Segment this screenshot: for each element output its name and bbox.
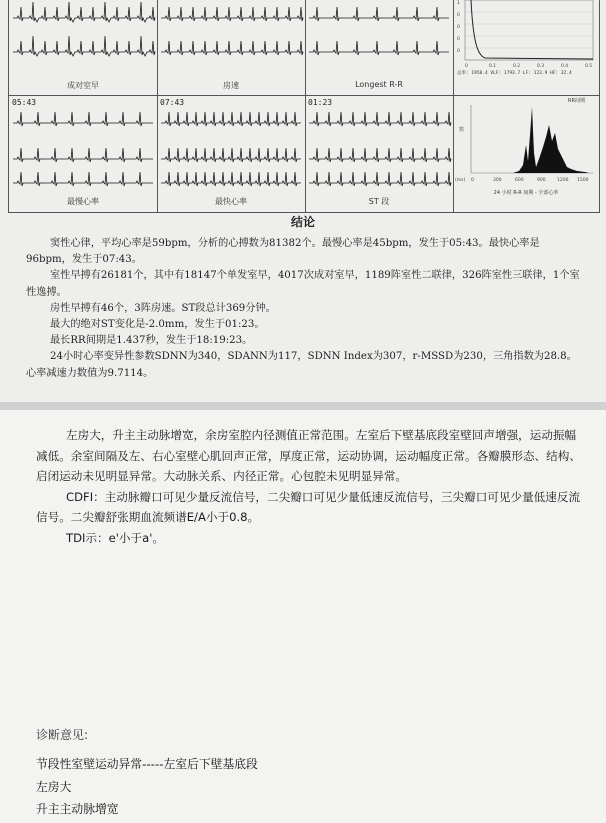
conclusion-line: 房性早搏有46个，3阵房速。ST段总计369分钟。 <box>50 302 276 314</box>
histogram-footer: 24 小时 R-R 间期 - 全部心率 <box>493 190 559 196</box>
ecg-trace <box>309 148 451 162</box>
conclusion-line: 最大的绝对ST变化是-2.0mm，发生于01:23。 <box>50 319 265 331</box>
hrv-axis-tick: 0.1 <box>489 64 497 69</box>
ecg-trace <box>13 148 153 162</box>
hrv-axis-tick: 0 <box>465 64 468 69</box>
ecg-trace <box>309 112 451 126</box>
ecg-trace <box>13 2 155 22</box>
ecg-trace <box>309 41 449 55</box>
echo-paragraph: TDI示：e'小于a'。 <box>66 530 165 545</box>
svg-text:0: 0 <box>457 37 460 42</box>
ecg-panel-slowest <box>9 95 158 212</box>
panel-caption: 房速 <box>223 81 239 90</box>
conclusion-line: 室性早搏有26181个，其中有18147个单发室早，4017次成对室早，1189阵室性二联律，326阵室性三联律，1个室性逸搏。 <box>26 270 580 298</box>
diagnosis-item: 升主主动脉增宽 <box>36 802 119 816</box>
hrv-axis-tick: 0.4 <box>561 64 569 69</box>
ecg-trace <box>161 112 301 126</box>
rr-histogram-area <box>513 107 589 173</box>
ecg-strip <box>9 95 157 212</box>
ecg-panel-longest-rr <box>305 0 454 96</box>
hist-axis-tick: 1200 <box>557 178 569 183</box>
ecg-trace <box>161 148 301 162</box>
conclusion-title: 结论 <box>290 215 315 229</box>
hrv-axis-tick: 0.3 <box>537 64 545 69</box>
hist-axis-tick: 1500 <box>577 178 589 183</box>
conclusion-line: 窦性心律，平均心率是59bpm，分析的心搏数为81382个。最慢心率是45bpm，发生于05:43。最快心率是96bpm，发生于07:43。 <box>26 238 540 266</box>
hist-axis-tick: 600 <box>515 178 524 183</box>
svg-text:数: 数 <box>459 127 465 133</box>
ecg-trace <box>13 172 153 186</box>
hist-axis-tick: 900 <box>537 178 546 183</box>
conclusion-text <box>26 236 584 382</box>
ecg-panel-atrial-tachy <box>157 0 306 96</box>
echo-paragraph: 左房大，升主主动脉增宽，余房室腔内径测值正常范围。左室后下壁基底段室壁回声增强，运动振幅减低。余室间隔及左、右心室壁心肌回声正常，厚度正常，运动协调，运动幅度正常。各瓣膜形态、结构、启闭运动未见明显异常。大动脉关系、内径正常。心包腔未见明显异常。 <box>36 428 581 484</box>
ecg-strip <box>305 95 453 212</box>
rr-histogram-panel <box>453 95 599 212</box>
hrv-axis-tick: 0.5 <box>585 64 593 69</box>
panel-caption: 成对室早 <box>67 81 99 90</box>
ecg-trace <box>161 7 303 21</box>
hrv-axis-tick: 0.2 <box>513 64 521 69</box>
panel-caption: 最慢心率 <box>67 197 99 206</box>
hrv-stats-line: 总率: 1958.4 VLF: 1793.7 LF: 123.9 HF: 32.4 <box>457 71 572 76</box>
conclusion-line: 24小时心率变异性参数SDNN为340，SDANN为117，SDNN Index为307，r-MSSD为230，三角指数为28.8。心率减速力数值为9.7114。 <box>26 351 577 379</box>
conclusion-line: 最长RR间期是1.437秒，发生于18:19:23。 <box>50 335 253 347</box>
ecg-panel-st-segment <box>305 95 454 212</box>
diagnosis-item: 左房大 <box>36 780 72 794</box>
svg-text:1: 1 <box>457 1 460 6</box>
ecg-trace <box>161 172 301 186</box>
ecg-trace <box>161 41 303 55</box>
ecg-strip <box>157 95 305 212</box>
ecg-trace <box>13 36 155 56</box>
diagnosis-item: 节段性室壁运动异常-----左室后下壁基底段 <box>36 757 258 771</box>
hrv-spectrum-panel <box>453 0 599 96</box>
panel-caption: 最快心率 <box>215 197 247 206</box>
panel-caption: ST 段 <box>368 197 390 206</box>
ecg-panel-grid <box>8 0 600 213</box>
diagnosis-title: 诊断意见: <box>36 728 89 742</box>
event-time: 01:23 <box>308 98 333 107</box>
hist-axis-tick: 300 <box>493 178 502 183</box>
svg-text:0: 0 <box>457 49 460 54</box>
histogram-title: RR间期 <box>568 98 585 104</box>
ecg-trace <box>309 7 449 21</box>
svg-text:0: 0 <box>457 13 460 18</box>
hist-axis-tick: 0 <box>471 178 474 183</box>
hrv-spectrum-chart <box>453 0 599 95</box>
holter-report-page <box>0 0 606 402</box>
echo-report-page <box>0 410 606 823</box>
event-time: 07:43 <box>160 98 185 107</box>
svg-text:0: 0 <box>457 25 460 30</box>
event-time: 05:43 <box>12 98 37 107</box>
panel-caption: Longest R-R <box>355 80 403 89</box>
ecg-panel-couplet <box>9 0 158 96</box>
ecg-panel-fastest <box>157 95 306 212</box>
echo-findings <box>36 425 586 549</box>
echo-paragraph: CDFI：主动脉瓣口可见少量反流信号，二尖瓣口可见少量低速反流信号，三尖瓣口可见少量低速反流信号。二尖瓣舒张期血流频谱E/A小于0.8。 <box>36 489 581 525</box>
hist-axis-tick: (ms) <box>455 178 466 183</box>
ecg-trace <box>309 172 451 186</box>
ecg-trace <box>13 112 153 126</box>
